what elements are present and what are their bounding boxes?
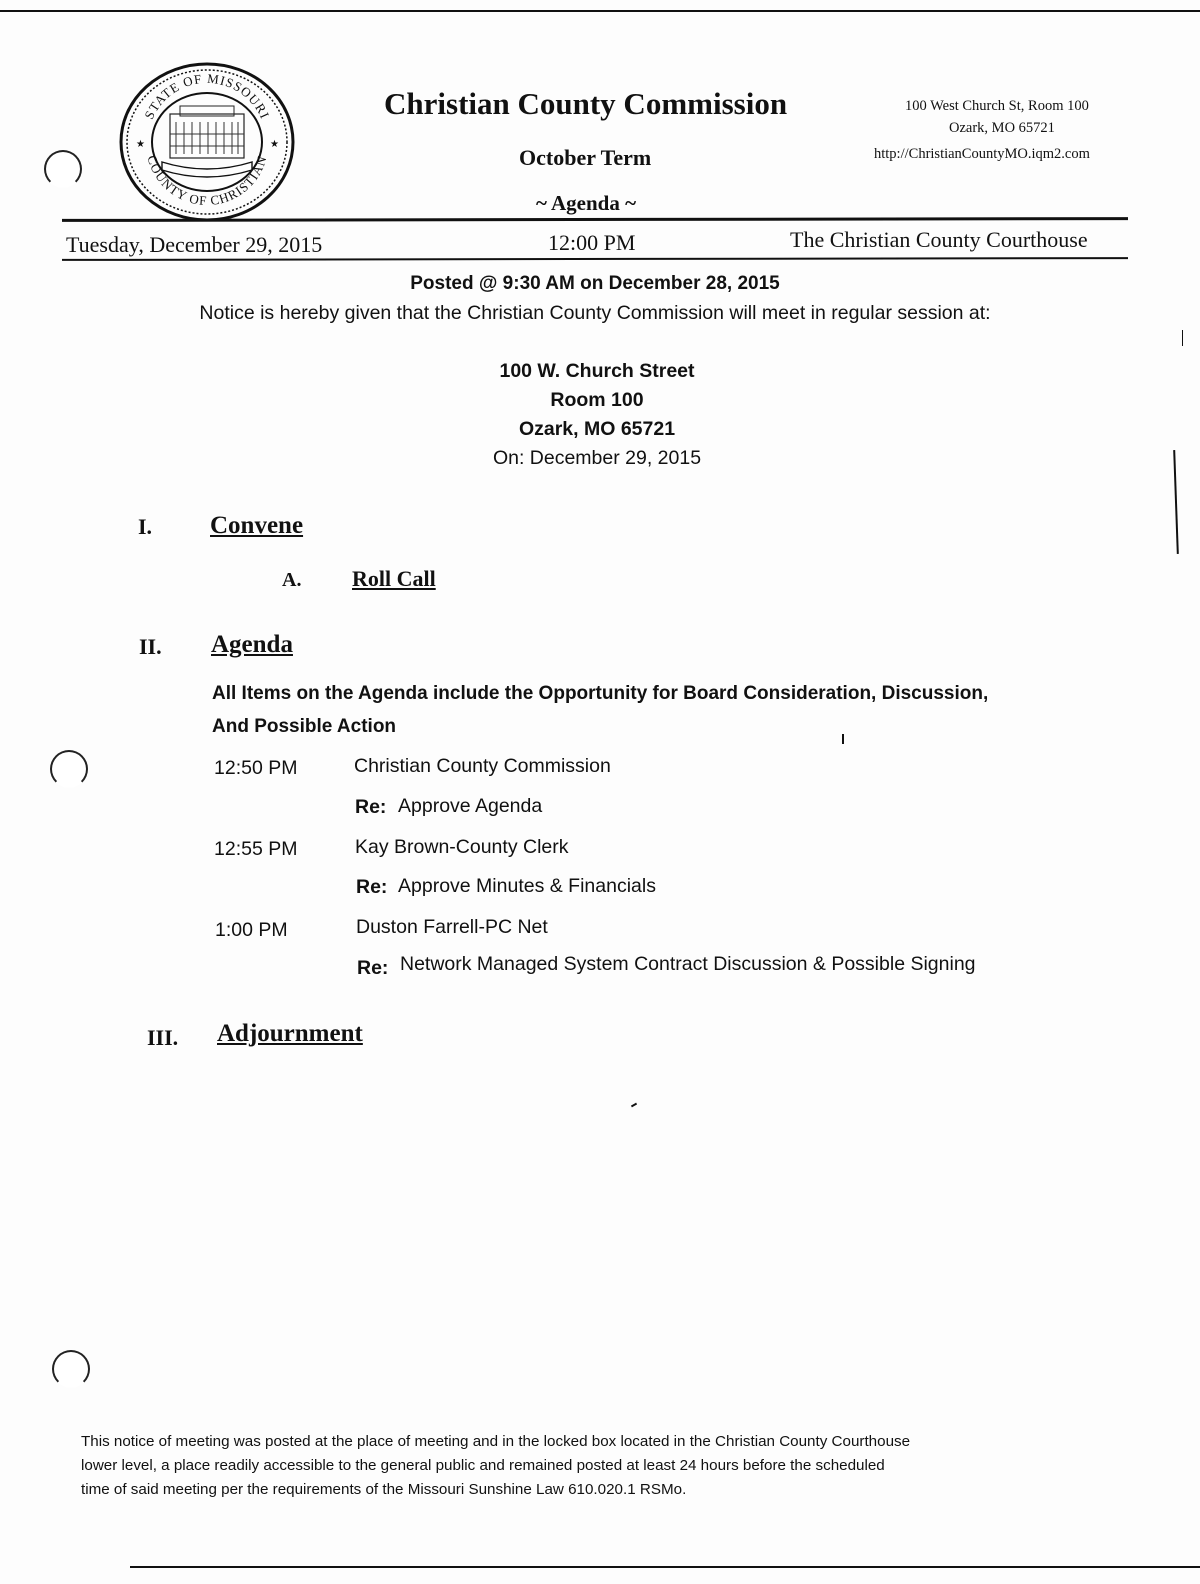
notice-intro: Notice is hereby given that the Christian County Commission will meet in regular session at: [199, 302, 991, 324]
footer-notice-line3: time of said meeting per the requirements of the Missouri Sunshine Law 610.020.1 RSMo. [81, 1481, 687, 1498]
scan-edge-mark [1182, 330, 1183, 346]
meeting-date: Tuesday, December 29, 2015 [66, 232, 323, 257]
footer-notice-line1: This notice of meeting was posted at the place of meeting and in the locked box located in the Christian County Courthouse [81, 1433, 911, 1450]
meeting-location: The Christian County Courthouse [790, 227, 1088, 252]
meeting-address-line3: Ozark, MO 65721 [518, 418, 676, 440]
section-numeral-adjournment: III. [147, 1025, 179, 1050]
header-rule-top [62, 217, 1128, 222]
bottom-edge-rule [130, 1566, 1200, 1568]
scan-mark [631, 1103, 637, 1108]
term-label: October Term [519, 145, 652, 170]
svg-text:★: ★ [136, 139, 145, 150]
hole-punch-bottom [52, 1350, 90, 1388]
posted-notice: Posted @ 9:30 AM on December 28, 2015 [410, 273, 780, 294]
agenda-item-time: 12:55 PM [214, 838, 298, 860]
svg-text:★: ★ [270, 139, 279, 150]
meeting-time: 12:00 PM [548, 230, 636, 255]
agenda-item-re-label: Re: [357, 957, 389, 979]
seal-text-bottom: COUNTY OF CHRISTIAN [144, 153, 270, 209]
section-numeral-agenda: II. [139, 634, 162, 659]
subitem-letter-roll-call: A. [282, 569, 302, 591]
scan-mark [842, 734, 844, 744]
agenda-note-line2: And Possible Action [212, 716, 397, 737]
subitem-roll-call: Roll Call [352, 566, 436, 591]
header-address-line2: Ozark, MO 65721 [949, 120, 1055, 136]
section-numeral-convene: I. [138, 514, 153, 539]
section-title-adjournment: Adjournment [217, 1020, 363, 1047]
agenda-item-re-label: Re: [355, 796, 387, 818]
agenda-item-time: 1:00 PM [215, 919, 288, 941]
agenda-item-re-label: Re: [356, 876, 388, 898]
footer-notice-line2: lower level, a place readily accessible to the general public and remained posted at least 24 hours before the scheduled [81, 1457, 885, 1474]
section-title-convene: Convene [210, 512, 304, 539]
agenda-item-presenter: Duston Farrell-PC Net [356, 916, 548, 938]
agenda-note-line1: All Items on the Agenda include the Opportunity for Board Consideration, Discussion, [212, 683, 989, 704]
agenda-item-re-text: Approve Agenda [398, 795, 543, 817]
hole-punch-middle [50, 750, 88, 788]
section-title-agenda: Agenda [211, 631, 293, 658]
agenda-label: ~ Agenda ~ [536, 191, 637, 215]
agenda-item-presenter: Kay Brown-County Clerk [355, 836, 569, 858]
agenda-item-re-text: Network Managed System Contract Discussion & Possible Signing [400, 953, 976, 975]
agenda-item-re-text: Approve Minutes & Financials [398, 875, 656, 897]
meeting-address-line1: 100 W. Church Street [499, 360, 695, 382]
agenda-item-time: 12:50 PM [214, 757, 298, 779]
agenda-item-presenter: Christian County Commission [354, 755, 611, 777]
top-edge-rule [0, 10, 1200, 12]
page-title: Christian County Commission [384, 86, 788, 121]
hole-punch-top [44, 150, 82, 188]
seal-text-top: STATE OF MISSOURI [141, 70, 273, 122]
header-website-link[interactable]: http://ChristianCountyMO.iqm2.com [874, 146, 1090, 162]
meeting-on-date: On: December 29, 2015 [492, 447, 702, 469]
meeting-address-line2: Room 100 [550, 389, 644, 411]
header-address-line1: 100 West Church St, Room 100 [905, 98, 1089, 114]
county-seal-icon [118, 62, 296, 222]
